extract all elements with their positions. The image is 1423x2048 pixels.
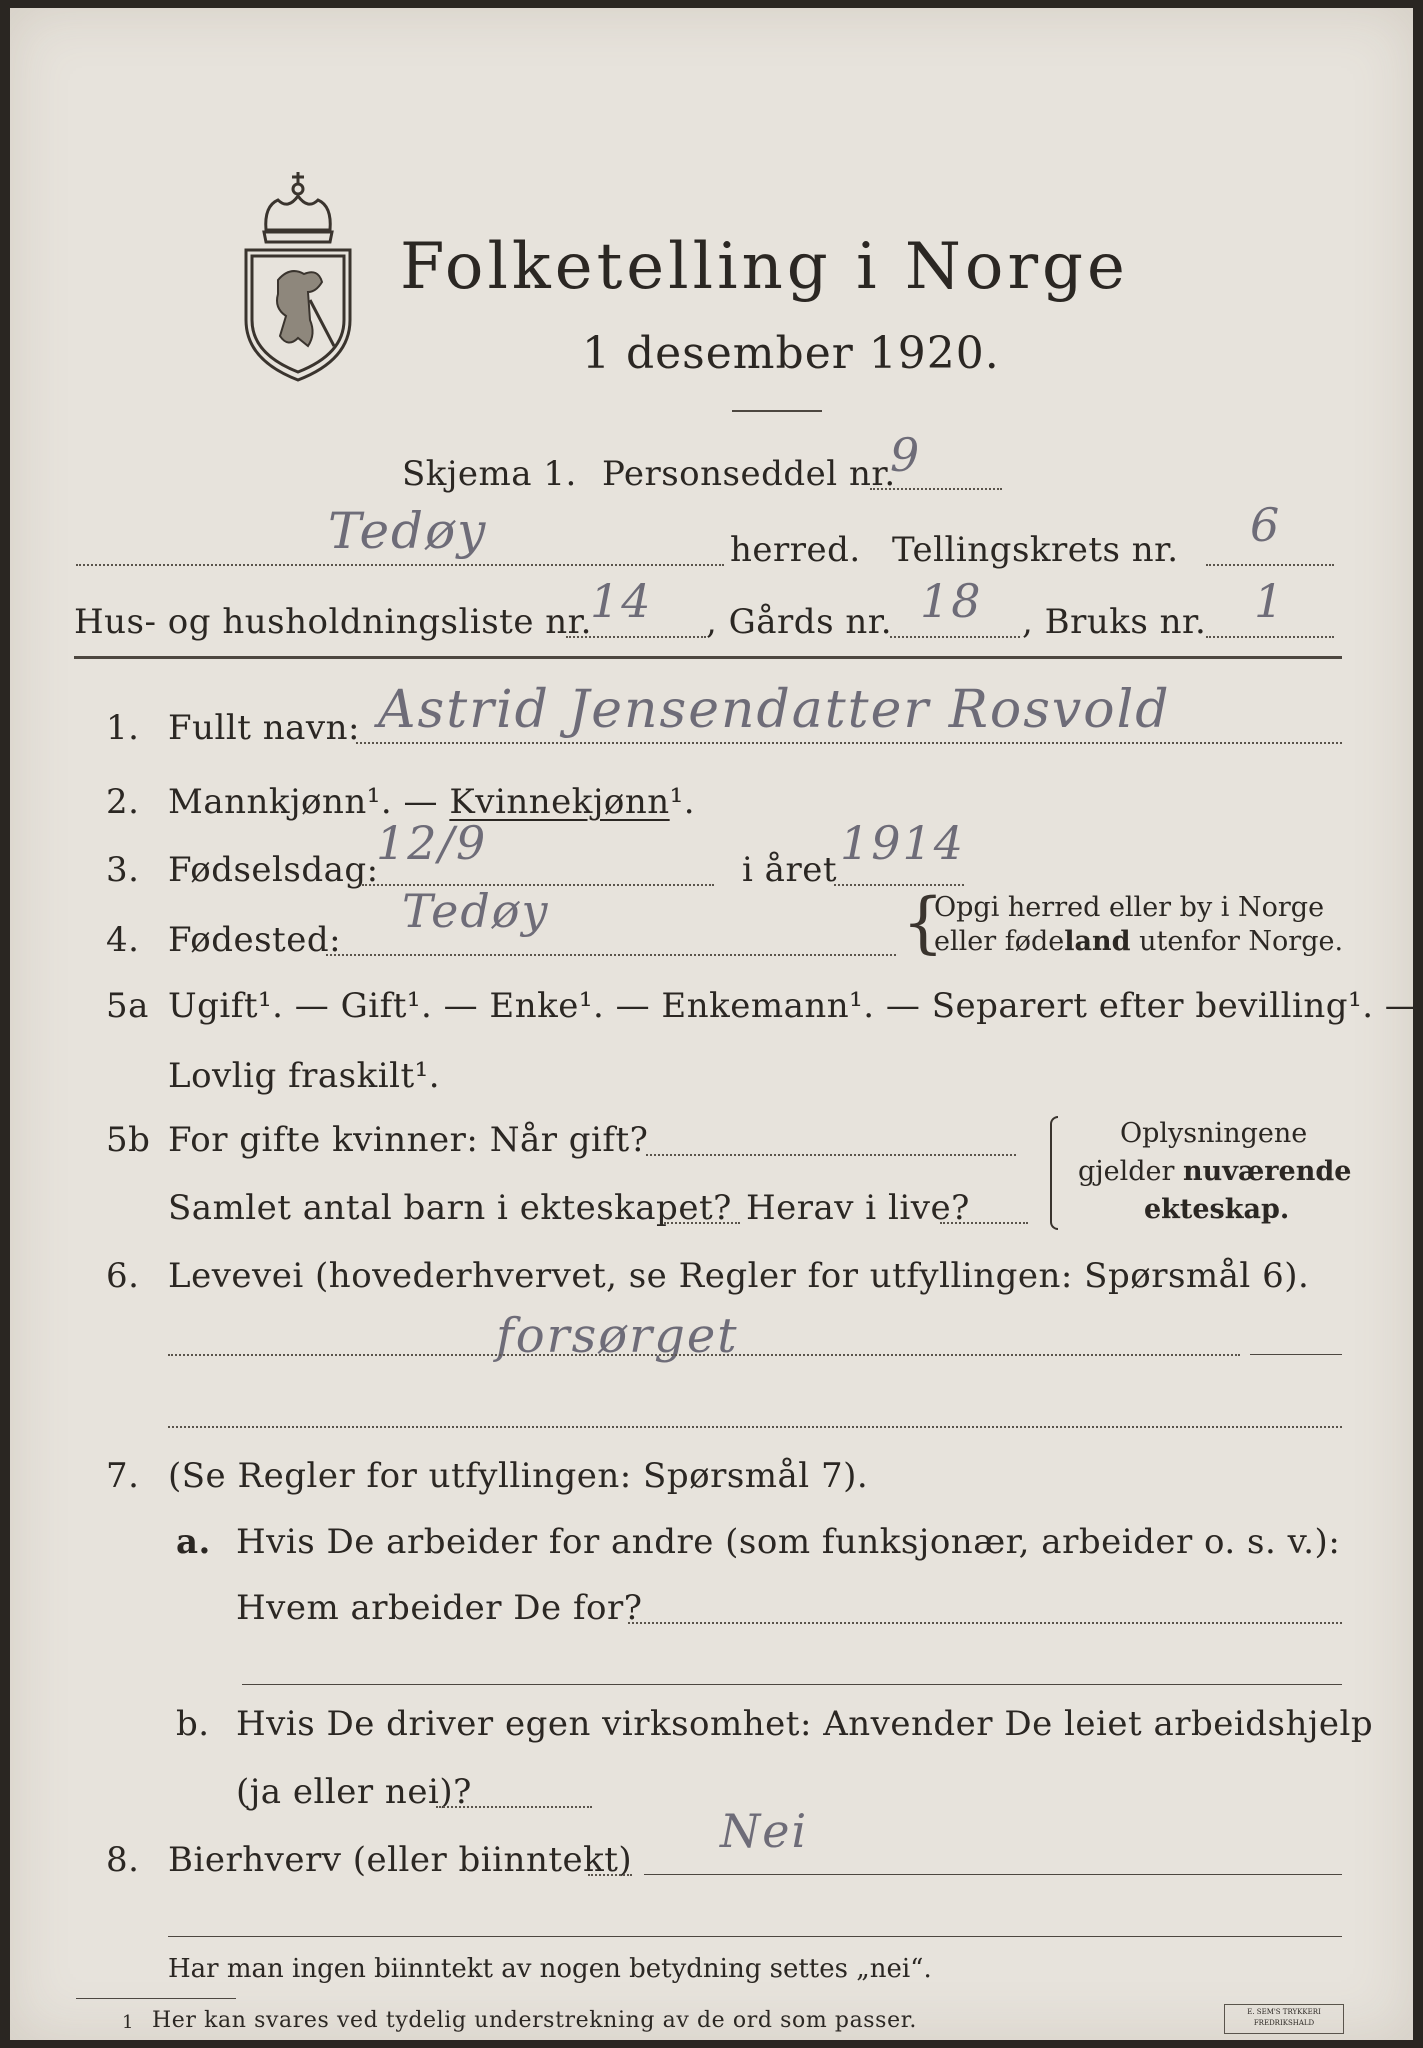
printer-stamp-line1: E. SEM'S TRYKKERI — [1247, 2008, 1321, 2016]
herred-value[interactable]: Tedøy — [328, 502, 488, 560]
q3-year-value[interactable]: 1914 — [840, 816, 966, 870]
q5b-number: 5b — [106, 1120, 151, 1160]
form-subtitle: 1 desember 1920. — [582, 328, 1000, 379]
q1-label: Fullt navn: — [168, 708, 360, 748]
q6-occupation-value[interactable]: forsørget — [496, 1308, 739, 1364]
tellingskrets-line — [1206, 564, 1334, 566]
q8-answer-line2 — [168, 1936, 1342, 1937]
gards-line — [890, 636, 1020, 638]
q5a-number: 5a — [106, 986, 149, 1026]
q7b-number: b. — [176, 1704, 210, 1744]
q8-answer-line — [644, 1874, 1342, 1875]
q6-label: Levevei (hovederhvervet, se Regler for utfyllingen: Spørsmål 6). — [168, 1256, 1310, 1296]
hus-line — [566, 636, 706, 638]
footnote-divider — [76, 1998, 236, 1999]
q5b-note-line3: ekteskap. — [1144, 1194, 1290, 1225]
q4-note-line1: Opgi herred eller by i Norge — [934, 892, 1325, 923]
hus-label: Hus- og husholdningsliste nr. — [74, 602, 592, 642]
census-form-page — [10, 8, 1420, 2040]
q2-male-option[interactable]: Mannkjønn¹. — — [168, 782, 450, 822]
q5b-children-label: Samlet antal barn i ekteskapet? — [168, 1188, 732, 1228]
q5b-married-label: For gifte kvinner: Når gift? — [168, 1120, 649, 1160]
q7-label: (Se Regler for utfyllingen: Spørsmål 7). — [168, 1456, 869, 1496]
q7b-answer-line — [436, 1806, 592, 1808]
tellingskrets-value[interactable]: 6 — [1250, 498, 1282, 552]
q7b-line1: Hvis De driver egen virksomhet: Anvender De leiet arbeidshjelp — [236, 1704, 1374, 1744]
herred-line — [76, 564, 724, 566]
herred-label: herred. — [730, 530, 861, 570]
tellingskrets-label: Tellingskrets nr. — [892, 530, 1179, 570]
q5a-divorced-option[interactable]: Lovlig fraskilt¹. — [168, 1056, 441, 1096]
personseddel-value[interactable]: 9 — [890, 428, 922, 482]
gards-value[interactable]: 18 — [920, 574, 983, 628]
q5b-alive-line — [940, 1222, 1028, 1224]
q7a-number: a. — [176, 1522, 211, 1562]
title-divider — [732, 410, 822, 412]
q3-birthday-value[interactable]: 12/9 — [376, 816, 488, 870]
q8-line-start — [588, 1874, 632, 1876]
footnote-text: Her kan svares ved tydelig understrekning av de ord som passer. — [152, 2008, 917, 2033]
q3-label: Fødselsdag: — [168, 850, 379, 890]
q4-number: 4. — [106, 920, 140, 960]
q3-year-line — [834, 884, 964, 886]
q3-number: 3. — [106, 850, 140, 890]
q5b-married-line — [646, 1154, 1016, 1156]
q5b-bracket — [1050, 1116, 1058, 1230]
bruks-line — [1206, 636, 1334, 638]
footer-note: Har man ingen biinntekt av nogen betydning settes „nei“. — [168, 1954, 932, 1984]
bruks-label: , Bruks nr. — [1022, 602, 1207, 642]
q4-brace: { — [902, 884, 944, 961]
form-title: Folketelling i Norge — [400, 230, 1129, 304]
gards-label: , Gårds nr. — [706, 602, 893, 642]
printer-stamp — [1224, 2004, 1344, 2034]
q4-note-line2: eller fødeland utenfor Norge. — [934, 926, 1344, 957]
q8-label: Bierhverv (eller biinntekt) — [168, 1840, 633, 1880]
personseddel-label: Personseddel nr. — [602, 454, 896, 494]
q5b-note-line1: Oplysningene — [1120, 1118, 1308, 1149]
footnote-number: 1 — [122, 2012, 134, 2033]
q2-footnote-mark: ¹. — [669, 782, 696, 822]
q8-number: 8. — [106, 1840, 140, 1880]
q4-birthplace-value[interactable]: Tedøy — [402, 884, 550, 938]
hus-value[interactable]: 14 — [590, 574, 653, 628]
q5b-note-line2: gjelder nuværende — [1078, 1156, 1352, 1187]
printer-stamp-line2: FREDRIKSHALD — [1253, 2019, 1315, 2027]
q7-number: 7. — [106, 1456, 140, 1496]
coat-of-arms-icon — [238, 170, 358, 384]
q5b-alive-label: Herav i live? — [746, 1188, 970, 1228]
q8-secondary-income-value[interactable]: Nei — [720, 1804, 809, 1858]
personseddel-line — [870, 488, 1002, 490]
q4-line — [326, 954, 896, 956]
q2-female-option-selected[interactable]: Kvinnekjønn — [449, 782, 670, 822]
skjema-label: Skjema 1. — [402, 454, 577, 494]
bruks-value[interactable]: 1 — [1254, 574, 1286, 628]
q1-number: 1. — [106, 708, 140, 748]
q6-number: 6. — [106, 1256, 140, 1296]
q6-line1 — [168, 1354, 1240, 1356]
q5a-marital-options[interactable]: Ugift¹. — Gift¹. — Enke¹. — Enkemann¹. — Separert efter bevilling¹. — — [168, 986, 1420, 1026]
q6-line1-end — [1250, 1354, 1342, 1355]
q7a-answer-line — [628, 1622, 1342, 1624]
q7a-answer-line2 — [242, 1684, 1342, 1685]
q1-line — [356, 742, 1342, 744]
q7a-line2: Hvem arbeider De for? — [236, 1588, 643, 1628]
q7b-line2: (ja eller nei)? — [236, 1772, 472, 1812]
q3-year-label: i året — [742, 850, 837, 890]
q1-value-full-name[interactable]: Astrid Jensendatter Rosvold — [378, 680, 1171, 740]
q5b-children-line — [664, 1222, 740, 1224]
section-divider — [74, 656, 1342, 659]
q7a-line1: Hvis De arbeider for andre (som funksjonær, arbeider o. s. v.): — [236, 1522, 1341, 1562]
q6-line2 — [168, 1426, 1342, 1428]
q4-label: Fødested: — [168, 920, 342, 960]
q2-number: 2. — [106, 782, 140, 822]
